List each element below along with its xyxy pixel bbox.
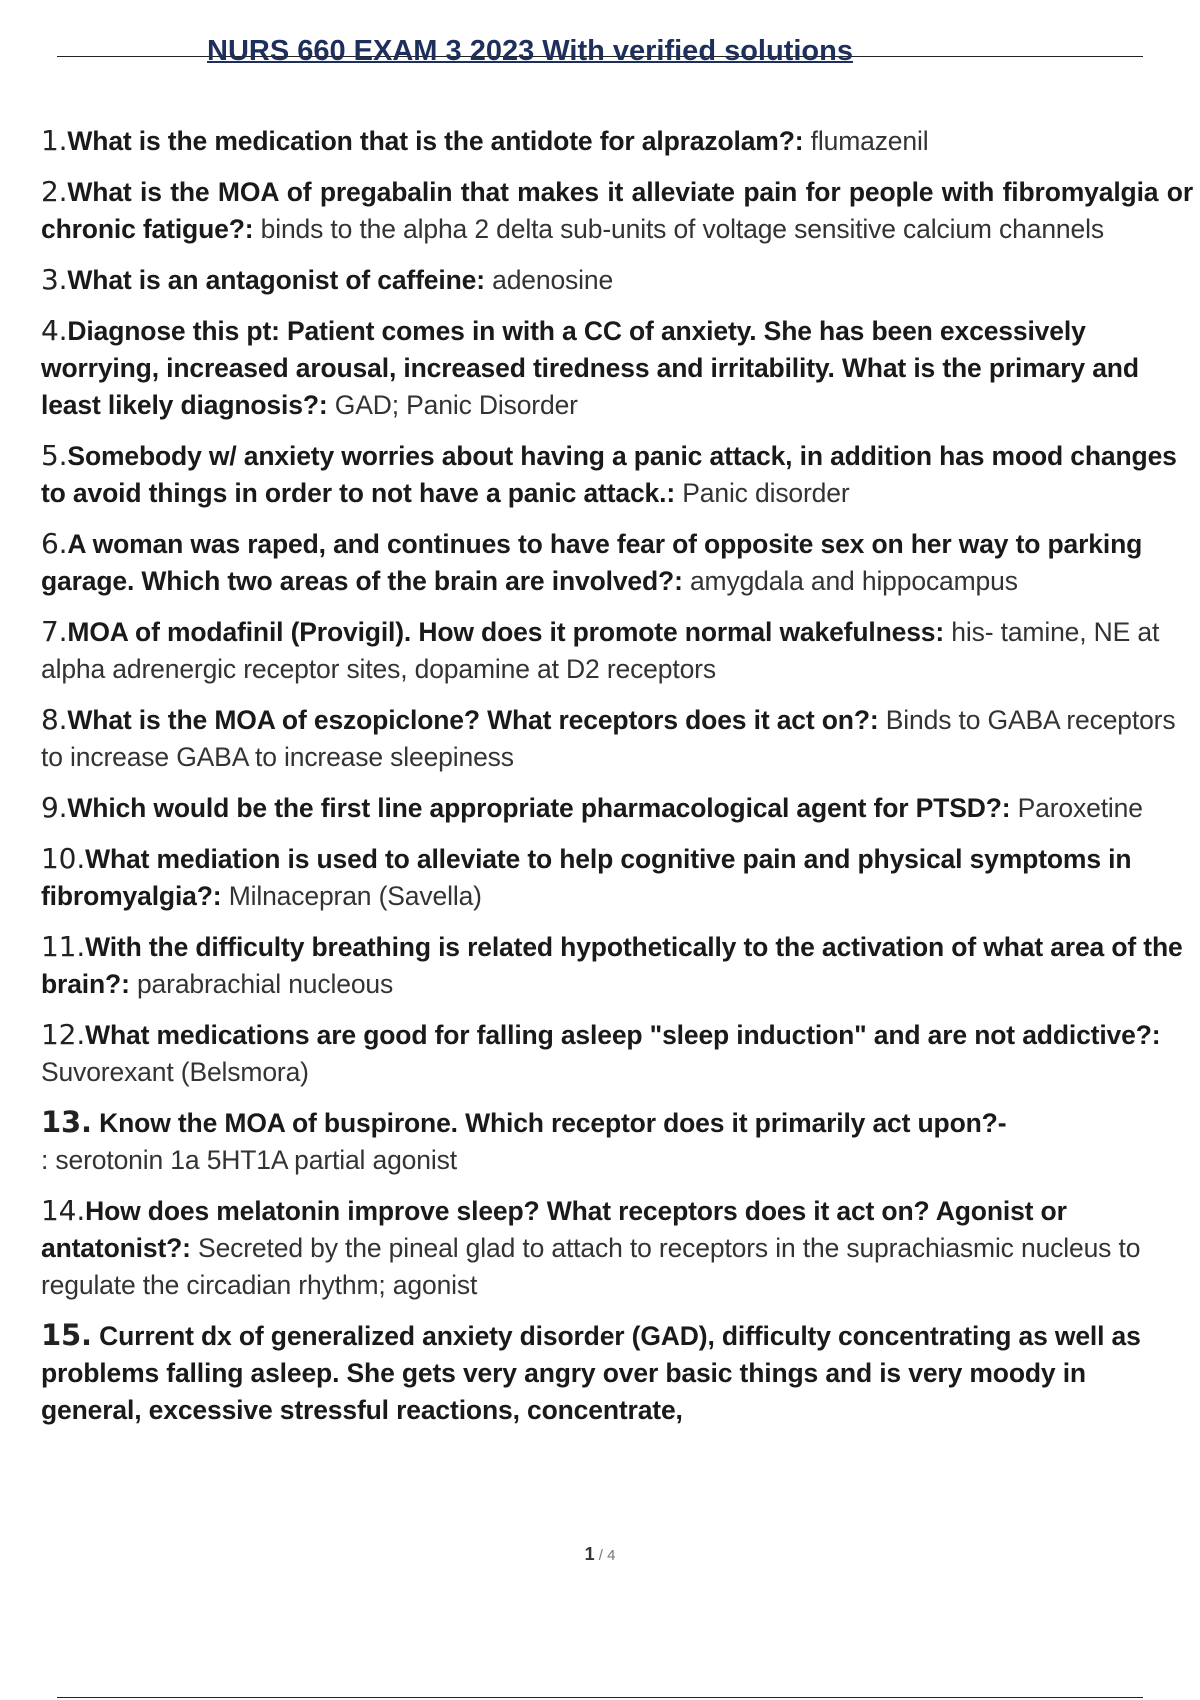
item-number: 9.	[41, 791, 68, 824]
qa-item-11	[41, 928, 1193, 1003]
qa-item-2	[41, 173, 1193, 248]
answer-text: : serotonin 1a 5HT1A partial agonist	[41, 1145, 457, 1175]
item-number: 4.	[41, 314, 68, 347]
qa-item-5	[41, 437, 1193, 512]
answer-text: Milnacepran (Savella)	[221, 881, 482, 911]
qa-item-13	[41, 1104, 1193, 1179]
document-title: NURS 660 EXAM 3 2023 With verified solutions	[207, 35, 853, 67]
qa-item-10	[41, 840, 1193, 915]
item-number: 8.	[41, 703, 68, 736]
total-pages: 4	[607, 1547, 616, 1564]
qa-item-3	[41, 261, 1193, 299]
answer-text: parabrachial nucleous	[129, 969, 394, 999]
page-indicator	[0, 1544, 1200, 1565]
answer-text: binds to the alpha 2 delta sub-units of voltage sensitive calcium channels	[253, 214, 1104, 244]
item-number: 14.	[41, 1194, 86, 1227]
item-number: 3.	[41, 263, 68, 296]
qa-item-12	[41, 1016, 1193, 1091]
item-number: 12.	[41, 1018, 86, 1051]
question-text: How does melatonin improve sleep? What receptors does it act on? Agonist or antatonist?:	[41, 1196, 1067, 1263]
footer-rule	[57, 1697, 1143, 1698]
answer-text: Panic disorder	[675, 478, 850, 508]
item-number: 2.	[41, 175, 68, 208]
answer-text: his- tamine, NE at alpha adrenergic receptor sites, dopamine at D2 receptors	[41, 617, 1160, 684]
answer-text: GAD; Panic Disorder	[327, 390, 578, 420]
qa-item-6	[41, 525, 1193, 600]
item-number: 15.	[41, 1318, 92, 1352]
item-number: 6.	[41, 527, 68, 560]
question-text: What is an antagonist of caffeine:	[67, 265, 485, 295]
question-text: Current dx of generalized anxiety disorder (GAD), difficulty concentrating as well as problems falling asleep. She gets very angry over basic things and is very moody in general, excessive stressful reactions, concentrate,	[41, 1321, 1141, 1425]
qa-item-15	[41, 1317, 1193, 1429]
item-number: 11.	[41, 930, 86, 963]
answer-text: Paroxetine	[1010, 793, 1143, 823]
qa-item-8	[41, 701, 1193, 776]
page-separator: /	[594, 1547, 608, 1564]
current-page: 1	[584, 1544, 595, 1564]
qa-item-7	[41, 613, 1193, 688]
question-text: What is the MOA of pregabalin that makes it alleviate pain for people with fibromyalgia or chronic fatigue?:	[41, 177, 1193, 244]
question-text: Know the MOA of buspirone. Which receptor does it primarily act upon?-	[91, 1108, 1007, 1138]
question-text: A woman was raped, and continues to have fear of opposite sex on her way to parking garage. Which two areas of the brain are involved?:	[41, 529, 1143, 596]
item-number: 10.	[41, 842, 86, 875]
question-text: MOA of modafinil (Provigil). How does it promote normal wakefulness:	[67, 617, 945, 647]
qa-item-1	[41, 122, 1193, 160]
item-number: 5.	[41, 439, 68, 472]
answer-text: adenosine	[484, 265, 614, 295]
item-number: 1.	[41, 124, 68, 157]
answer-text: Secreted by the pineal glad to attach to receptors in the suprachiasmic nucleus to regulate the circadian rhythm; agonist	[41, 1233, 1141, 1300]
answer-text: Binds to GABA receptors to increase GABA to increase sleepiness	[41, 705, 1176, 772]
question-list	[41, 122, 1193, 1442]
question-text: What medications are good for falling asleep "sleep induction" and are not addictive?:	[85, 1020, 1161, 1050]
question-text: What mediation is used to alleviate to help cognitive pain and physical symptoms in fibromyalgia?:	[41, 844, 1132, 911]
qa-item-9	[41, 789, 1193, 827]
answer-text: flumazenil	[803, 126, 929, 156]
qa-item-14	[41, 1192, 1193, 1304]
answer-text: Suvorexant (Belsmora)	[41, 1057, 309, 1087]
question-text: Somebody w/ anxiety worries about having a panic attack, in addition has mood changes to avoid things in order to not have a panic attack.:	[41, 441, 1177, 508]
question-text: With the difficulty breathing is related hypothetically to the activation of what area of the brain?:	[41, 932, 1183, 999]
answer-text: amygdala and hippocampus	[682, 566, 1018, 596]
question-text: Which would be the first line appropriate pharmacological agent for PTSD?:	[67, 793, 1011, 823]
qa-item-4	[41, 312, 1193, 424]
item-number: 13.	[41, 1105, 92, 1139]
question-text: What is the medication that is the antidote for alprazolam?:	[67, 126, 804, 156]
question-text: Diagnose this pt: Patient comes in with a CC of anxiety. She has been excessively worrying, increased arousal, increased tiredness and irritability. What is the primary and least likely diagnosis?:	[41, 316, 1139, 420]
question-text: What is the MOA of eszopiclone? What receptors does it act on?:	[67, 705, 879, 735]
item-number: 7.	[41, 615, 68, 648]
